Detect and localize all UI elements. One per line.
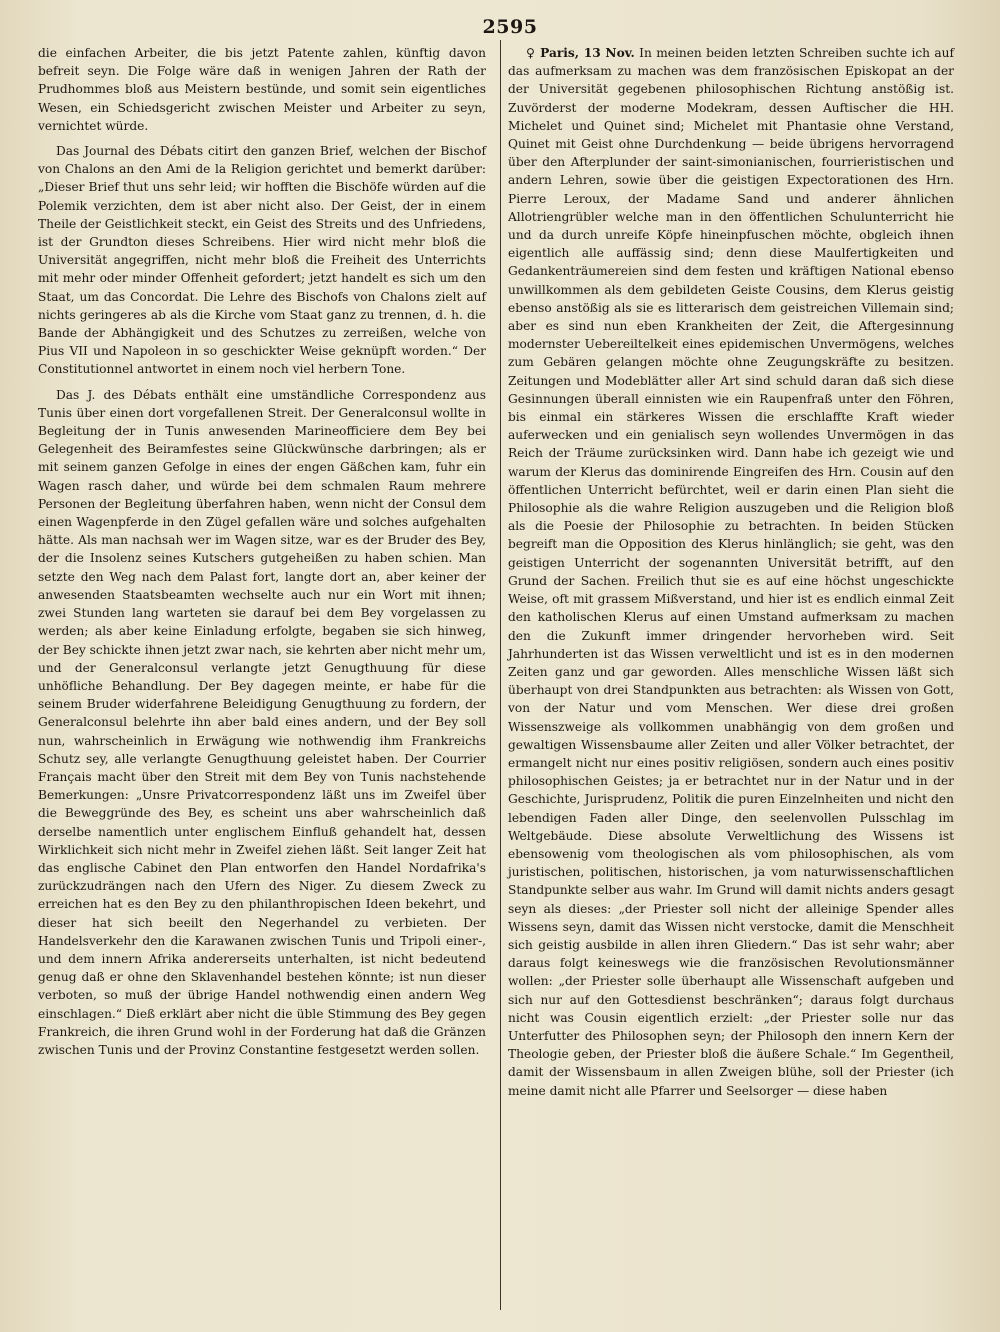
- dateline: ♀ Paris, 13 Nov.: [526, 46, 635, 60]
- article-paragraph: die einfachen Arbeiter, die bis jetzt Patente zahlen, künftig davon befreit seyn. Die Folge wäre daß in wenigen Jahren der Rath der Prudhommes bloß aus Meistern bestünde, und somit sein eigentliches Wesen, ein Schiedsgericht zwischen Meister und Arbeiter zu seyn, vernichtet würde.: [38, 46, 486, 133]
- article-paragraph-paris: [508, 44, 954, 1100]
- page-number: 2595: [482, 16, 538, 38]
- article-text: In meinen beiden letzten Schreiben suchte ich auf das aufmerksam zu machen was dem französischen Episkopat an der der Universität gegebenen philosophischen Richtung anstößig ist. Zuvörderst der moderne Modekram, dessen Auftischer die HH. Michelet und Quinet sind; Michelet mit Phantasie ohne Verstand, Quinet mit Geist ohne Durchdenkung — beide übrigens hervorragend über den Afterplunder der saint-simonianischen, fourrieristischen und andern Lehren, sowie über die geistigen Expectorationen des Hrn. Pierre Leroux, der Madame Sand und anderer ähnlichen Allotriengrübler welche man in den öffentlichen Schulunterricht hie und da durch unreife Köpfe hineinpfuschen möchte, obgleich ihnen eigentlich alle auffässig sind; denn diese Maulfertigkeiten und Gedankenträumereien sind dem festen und kräftigen National ebenso unwillkommen als dem gebildeten Geiste Cousins, dem Klerus geistig ebenso anstößig als sie es litterarisch dem geistreichen Villemain sind; aber es sind nun eben Krankheiten der Zeit, die Aftergesinnung modernster Uebereiltelkeit eines epidemischen Unvermögens, welches zum Gebären gelangen möchte ohne Zeugungskräfte zu besitzen. Zeitungen und Modeblätter aller Art sind schuld daran daß sich diese Gesinnungen überall einnisten wie ein Raupenfraß unter den Föhren, bis einmal ein stärkeres Wissen die erschlaffte Kraft wieder auferwecken und ein genialisch seyn wollendes Unvermögen in das Reich der Träume zurücksinken wird. Dann habe ich gezeigt wie und warum der Klerus das dominirende Eingreifen des Hrn. Cousin auf den öffentlichen Unterricht befürchtet, weil er darin einen Plan sieht die Philosophie als die wahre Religion auszugeben und die Religion bloß als die Poesie der Philosophie zu betrachten. In beiden Stücken begreift man die Opposition des Klerus hinlänglich; sie geht, was den geistigen Unterricht der sogenannten Universität betrifft, auf den Grund der Sachen. Freilich thut sie es auf eine höchst ungeschickte Weise, oft mit grassem Mißverstand, und hier ist es endlich einmal Zeit den katholischen Klerus auf einen Umstand aufmerksam zu machen den die Zukunft immer dringender hervorheben wird. Seit Jahrhunderten ist das Wissen verweltlicht und ist es in den modernen Zeiten ganz und gar geworden. Alles menschliche Wissen läßt sich überhaupt von drei Standpunkten aus betrachten: als Wissen von Gott, von der Natur und vom Menschen. Wer diese drei großen Wissenszweige als vollkommen unabhängig von dem großen und gewaltigen Wissensbaume aller Zeiten und aller Völker betrachtet, der ermangelt nicht nur eines positiv religiösen, sondern auch eines positiv philosophischen Geistes; ja er betrachtet nur in der Natur und in der Geschichte, Jurisprudenz, Politik die puren Einzelnheiten und nicht den lebendigen Faden aller Dinge, den seelenvollen Pulsschlag im Weltgebäude. Diese absolute Verweltlichung des Wissens ist ebensowenig vom theologischen als vom philosophischen, als vom juristischen, politischen, historischen, ja vom naturwissenschaftlichen Standpunkte selber aus wahr. Im Grund will damit nichts anders gesagt seyn als dieses: „der Priester soll nicht der alleinige Spender alles Wissens seyn, damit das Wissen nicht verstocke, damit die Menschheit sich geistig ausbilde in allen ihren Gliedern.“ Das ist sehr wahr; aber daraus folgt keineswegs wie die französischen Revolutionsmänner wollen: „der Priester solle überhaupt alle Wissenschaft aufgeben und sich nur auf den Gottesdienst beschränken“; daraus folgt durchaus nicht was Cousin eigentlich erzielt: „der Priester solle nur das Unterfutter des Philosophen seyn; der Philosoph den innern Kern der Theologie geben, der Priester bloß die äußere Schale.“ Im Gegentheil, damit der Wissensbaum in allen Zweigen blühe, soll der Priester (ich meine damit nicht alle Pfarrer und Seelsorger — diese haben: [508, 46, 955, 1098]
- column-divider: [500, 40, 501, 1310]
- article-paragraph: Das Journal des Débats citirt den ganzen Brief, welchen der Bischof von Chalons an den Ami de la Religion gerichtet und bemerkt darüber: „Dieser Brief thut uns sehr leid; wir hofften die Bischöfe würden auf die Polemik verzichten, dem ist aber nicht also. Der Geist, der in einem Theile der Geistlichkeit steckt, ein Geist des Streits und des Unfriedens, ist der Grundton dieses Schreibens. Hier wird nicht mehr bloß die Universität angegriffen, nicht mehr bloß die Freiheit des Unterrichts mit mehr oder minder Offenheit gefordert; jetzt handelt es sich um den Staat, um das Concordat. Die Lehre des Bischofs von Chalons zielt auf nichts geringeres ab als die Kirche vom Staat ganz zu trennen, d. h. die Bande der Abhängigkeit und des Schutzes zu zerreißen, welche von Pius VII und Napoleon in so geschickter Weise geknüpft worden.“ Der Constitutionnel antwortet in einem noch viel herbern Tone.: [38, 144, 486, 377]
- right-column: [508, 44, 954, 1100]
- article-paragraph: Das J. des Débats enthält eine umständliche Correspondenz aus Tunis über einen dort vorgefallenen Streit. Der Generalconsul wollte in Begleitung der in Tunis anwesenden Marineofficiere dem Bey bei Gelegenheit des Beiramfestes seine Glückwünsche darbringen; als er mit seinem ganzen Gefolge in eines der engen Gäßchen kam, fuhr ein Wagen rasch daher, und würde bei dem schmalen Raum mehrere Personen der Begleitung überfahren haben, wenn nicht der Consul dem einen Wagenpferde in den Zügel gefallen wäre und solches aufgehalten hätte. Als man nachsah wer im Wagen sitze, war es der Bruder des Bey, der die Insolenz seines Kutschers gutgeheißen zu haben schien. Man setzte den Weg nach dem Palast fort, langte dort an, aber keiner der anwesenden Staatsbeamten wechselte auch nur ein Wort mit ihnen; zwei Stunden lang warteten sie darauf bei dem Bey vorgelassen zu werden; als aber keine Einladung erfolgte, begaben sie sich hinweg, der Bey schickte ihnen jetzt zwar nach, sie kehrten aber nicht mehr um, und der Generalconsul verlangte jetzt Genugthuung für diese unhöfliche Behandlung. Der Bey dagegen meinte, er habe für die seinem Bruder widerfahrene Beleidigung Genugthuung zu fordern, der Generalconsul belehrte ihn aber bald eines andern, und der Bey soll nun, wahrscheinlich in Erwägung wie nothwendig ihm Frankreichs Schutz sey, alle verlangte Genugthuung geleistet haben. Der Courrier Français macht über den Streit mit dem Bey von Tunis nachstehende Bemerkungen: „Unsre Privatcorrespondenz läßt uns im Zweifel über die Beweggründe des Bey, es scheint uns aber wahrscheinlich daß derselbe namentlich unter englischem Einfluß gehandelt hat, dessen Wirklichkeit sich nicht mehr in Zweifel ziehen läßt. Seit langer Zeit hat das englische Cabinet den Plan entworfen den Handel Nordafrika's zurückzudrängen nach den Ufern des Niger. Zu diesem Zweck zu erreichen hat es den Bey zu den philanthropischen Ideen bekehrt, und dieser hat sich beeilt den Negerhandel zu verbieten. Der Handelsverkehr den die Karawanen zwischen Tunis und Tripoli einer-, und dem innern Afrika andererseits unterhalten, ist nicht bedeutend genug daß er ohne den Sklavenhandel bestehen könnte; ist nun dieser verboten, so muß der übrige Handel nothwendig einen andern Weg einschlagen.“ Dieß erklärt aber nicht die üble Stimmung des Bey gegen Frankreich, die ihren Grund wohl in der Forderung hat daß die Gränzen zwischen Tunis und der Provinz Constantine festgesetzt werden sollen.: [38, 387, 486, 1057]
- left-column: [38, 44, 486, 1059]
